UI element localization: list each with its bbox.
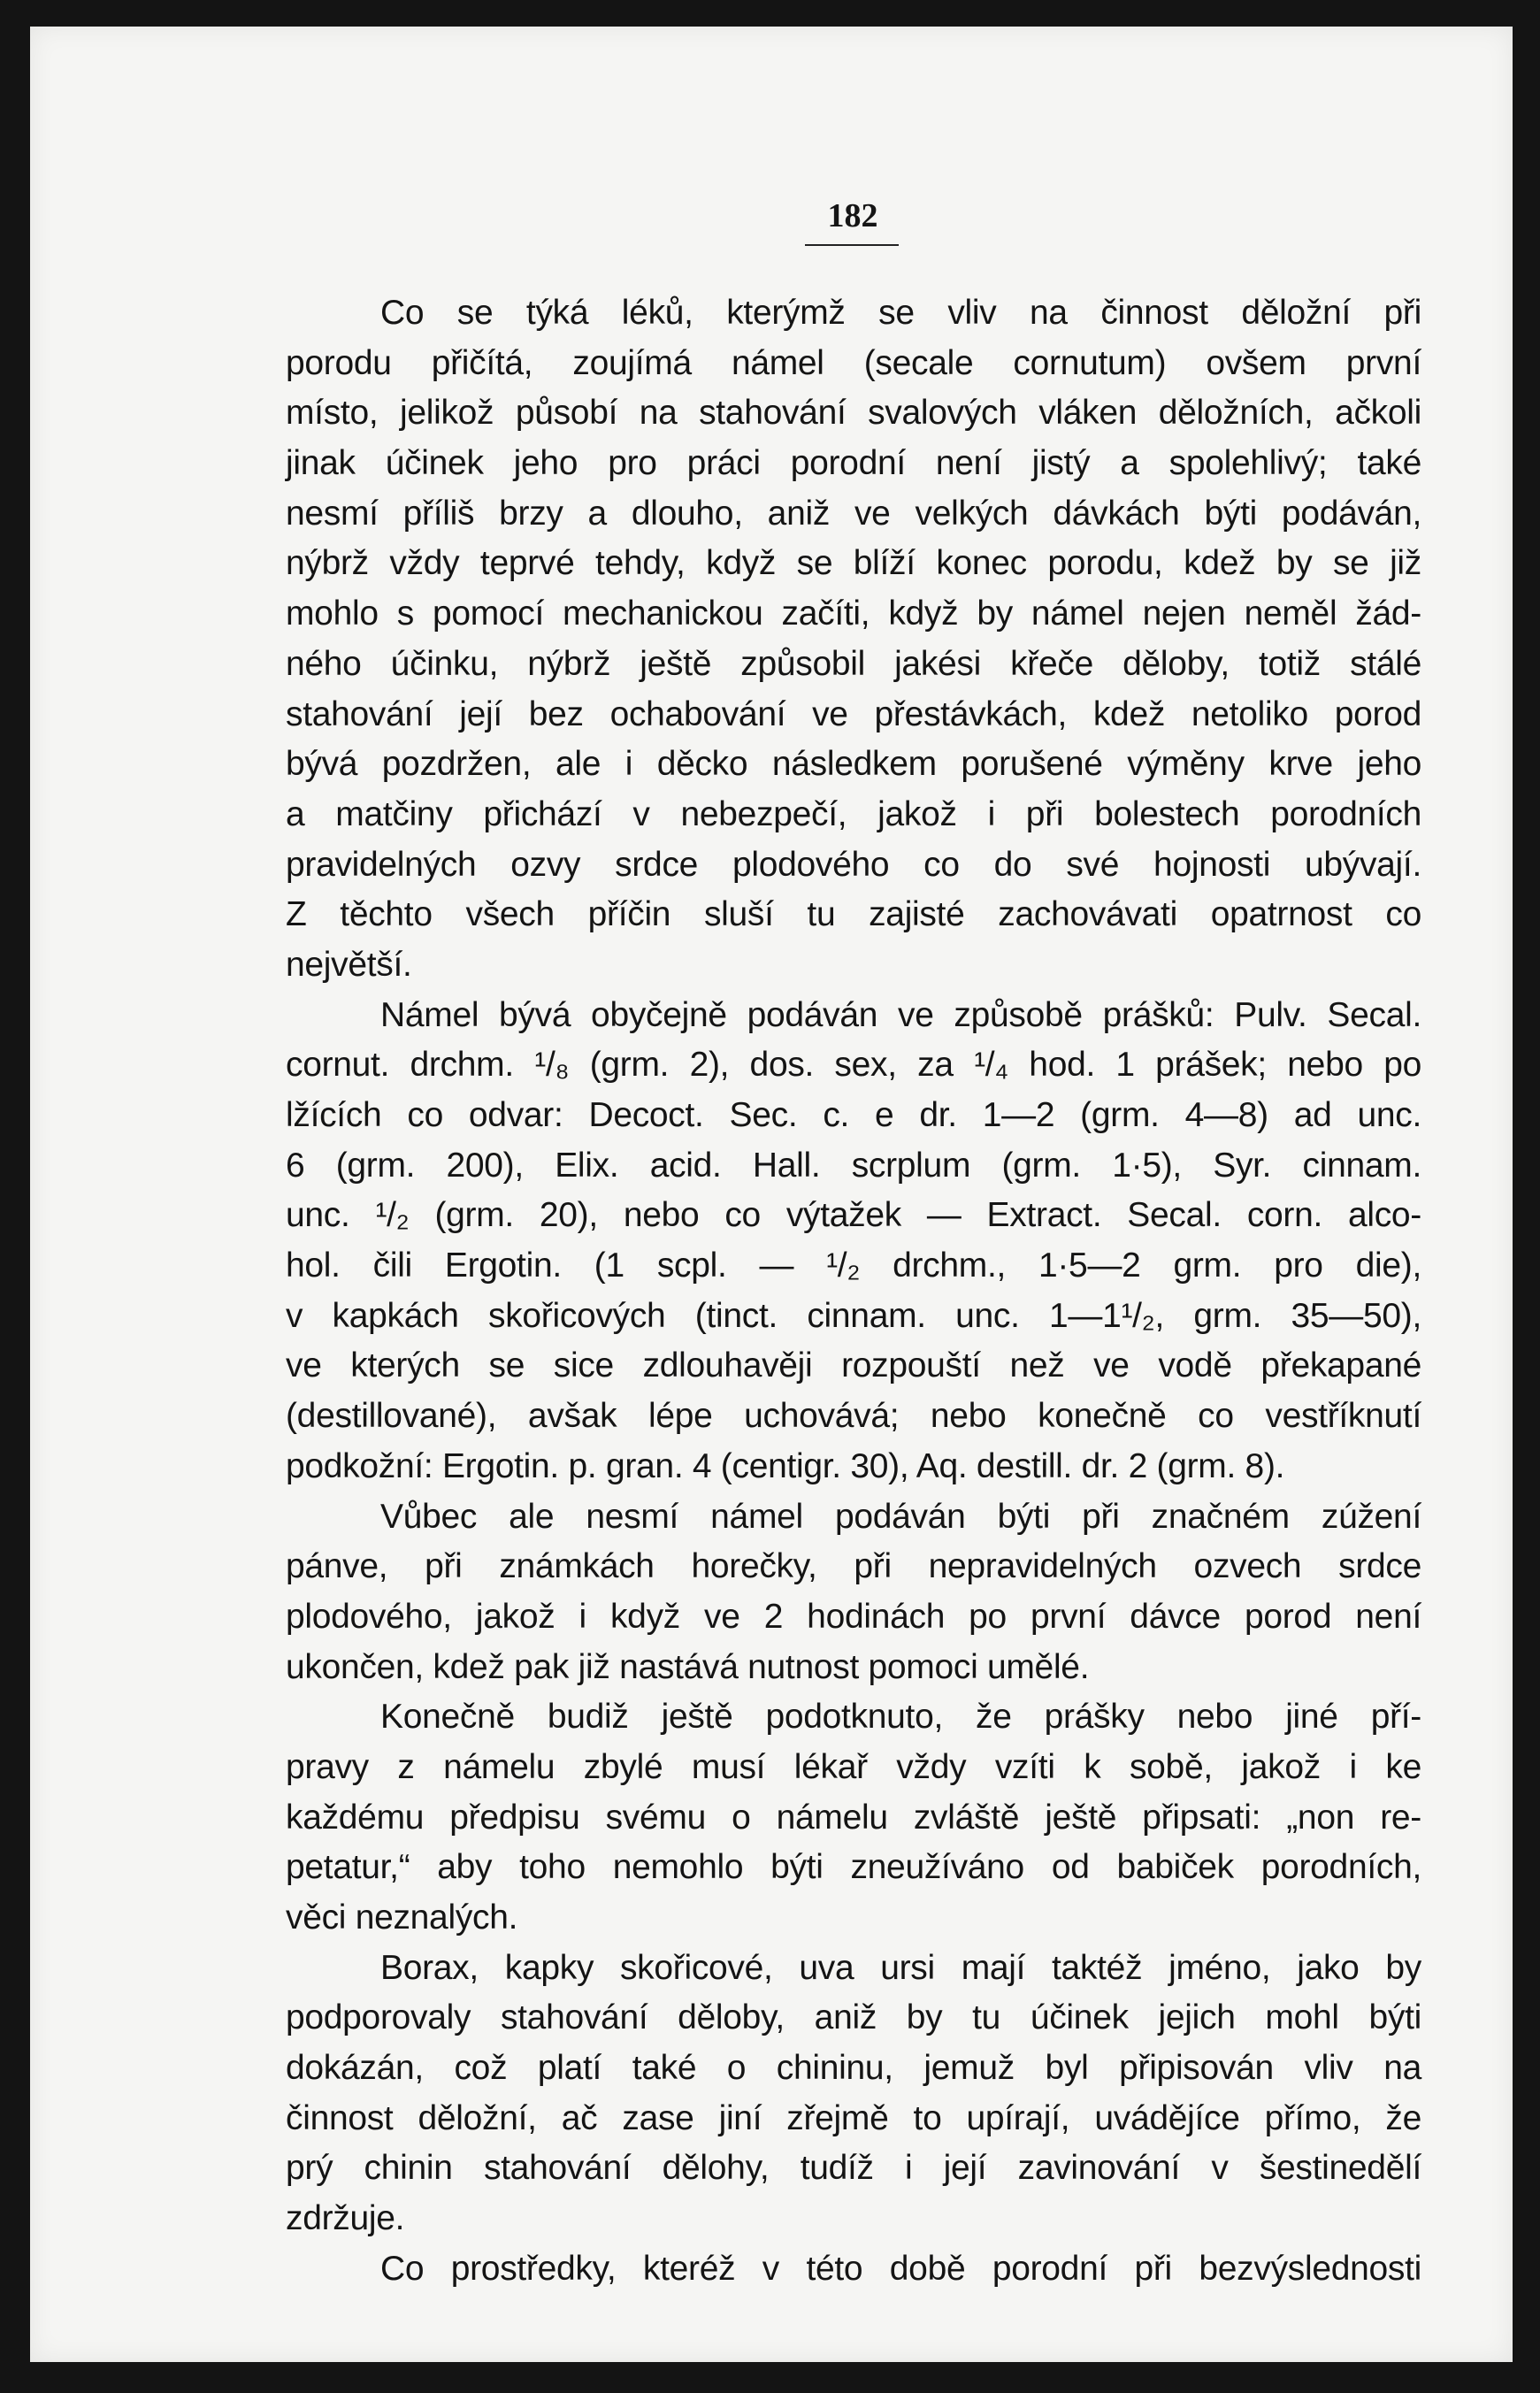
page-number: 182 [827,197,878,234]
text-line: stahování její bez ochabování ve přestávkách, kdež netoliko porod [286,694,1421,733]
page-number-rule [805,244,899,246]
text-line: bývá pozdržen, ale i děcko následkem porušené výměny krve jeho [286,745,1421,784]
text-line: pravidelných ozvy srdce plodového co do své hojnosti ubývají. [286,845,1421,884]
text-line: Co se týká léků, kterýmž se vliv na činnost děložní při [380,294,1421,332]
text-line: ukončen, kdež pak již nastává nutnost pomoci umělé. [286,1647,1090,1686]
text-line: porodu přičítá, zoujímá námel (secale cornutum) ovšem první [286,343,1421,382]
text-line: každému předpisu svému o námelu zvláště ještě připsati: „non re- [286,1798,1421,1837]
text-line: Co prostředky, kteréž v této době porodní při bezvýslednosti [380,2249,1421,2288]
text-line: petatur,“ aby toho nemohlo býti zneužíváno od babiček porodních, [286,1848,1421,1887]
text-line: ného účinku, nýbrž ještě způsobil jakési křeče děloby, totiž stálé [286,644,1421,683]
text-line: Borax, kapky skořicové, uva ursi mají taktéž jméno, jako by [380,1948,1421,1987]
text-line: věci neznalých. [286,1898,518,1937]
text-line: místo, jelikož působí na stahování svalových vláken děložních, ačkoli [286,394,1421,433]
text-line: pravy z námelu zbylé musí lékař vždy vzíti k sobě, jakož i ke [286,1747,1421,1786]
text-line: Konečně budiž ještě podotknuto, že prášky nebo jiné pří- [380,1698,1421,1737]
text-line: jinak účinek jeho pro práci porodní není jistý a spolehlivý; také [286,444,1421,483]
text-line: dokázán, což platí také o chininu, jemuž byl připisován vliv na [286,2049,1421,2088]
text-line: největší. [286,945,412,984]
text-line: podkožní: Ergotin. p. gran. 4 (centigr. 30), Aq. destill. dr. 2 (grm. 8). [286,1446,1285,1485]
text-line: ve kterých se sice zdlouhavěji rozpouští než ve vodě překapané [286,1346,1421,1385]
text-line: podporovaly stahování děloby, aniž by tu účinek jejich mohl býti [286,1998,1421,2037]
text-line: a matčiny přichází v nebezpečí, jakož i při bolestech porodních [286,794,1421,833]
text-line: nýbrž vždy teprvé tehdy, když se blíží konec porodu, kdež by se již [286,544,1421,583]
text-line: 6 (grm. 200), Elix. acid. Hall. scrplum (grm. 1·5), Syr. cinnam. [286,1146,1421,1185]
text-line: (destillované), avšak lépe uchovává; nebo konečně co vestříknutí [286,1397,1421,1436]
text-line: Vůbec ale nesmí námel podáván býti při značném zúžení [380,1497,1421,1536]
text-line: Z těchto všech příčin sluší tu zajisté zachovávati opatrnost co [286,895,1421,934]
text-line: plodového, jakož i když ve 2 hodinách po první dávce porod není [286,1597,1421,1636]
text-line: prý chinin stahování dělohy, tudíž i její zavinování v šestinedělí [286,2149,1421,2188]
text-line: pánve, při známkách horečky, při nepravidelných ozvech srdce [286,1547,1421,1586]
text-line: v kapkách skořicových (tinct. cinnam. unc. 1—1¹/₂, grm. 35—50), [286,1296,1421,1335]
book-page [30,27,1513,2362]
body-text [286,288,1421,2295]
text-line: Námel bývá obyčejně podáván ve způsobě prášků: Pulv. Secal. [380,995,1421,1034]
text-line: mohlo s pomocí mechanickou začíti, když by námel nejen neměl žád- [286,594,1421,633]
text-line: zdržuje. [286,2199,405,2238]
text-line: hol. čili Ergotin. (1 scpl. — ¹/₂ drchm., 1·5—2 grm. pro die), [286,1246,1421,1285]
text-line: nesmí příliš brzy a dlouho, aniž ve velkých dávkách býti podáván, [286,494,1421,533]
text-line: unc. ¹/₂ (grm. 20), nebo co výtažek — Extract. Secal. corn. alco- [286,1196,1421,1235]
text-line: lžících co odvar: Decoct. Sec. c. e dr. 1—2 (grm. 4—8) ad unc. [286,1096,1421,1134]
text-line: činnost děložní, ač zase jiní zřejmě to upírají, uvádějíce přímo, že [286,2098,1421,2137]
text-line: cornut. drchm. ¹/₈ (grm. 2), dos. sex, za ¹/₄ hod. 1 prášek; nebo po [286,1046,1421,1085]
